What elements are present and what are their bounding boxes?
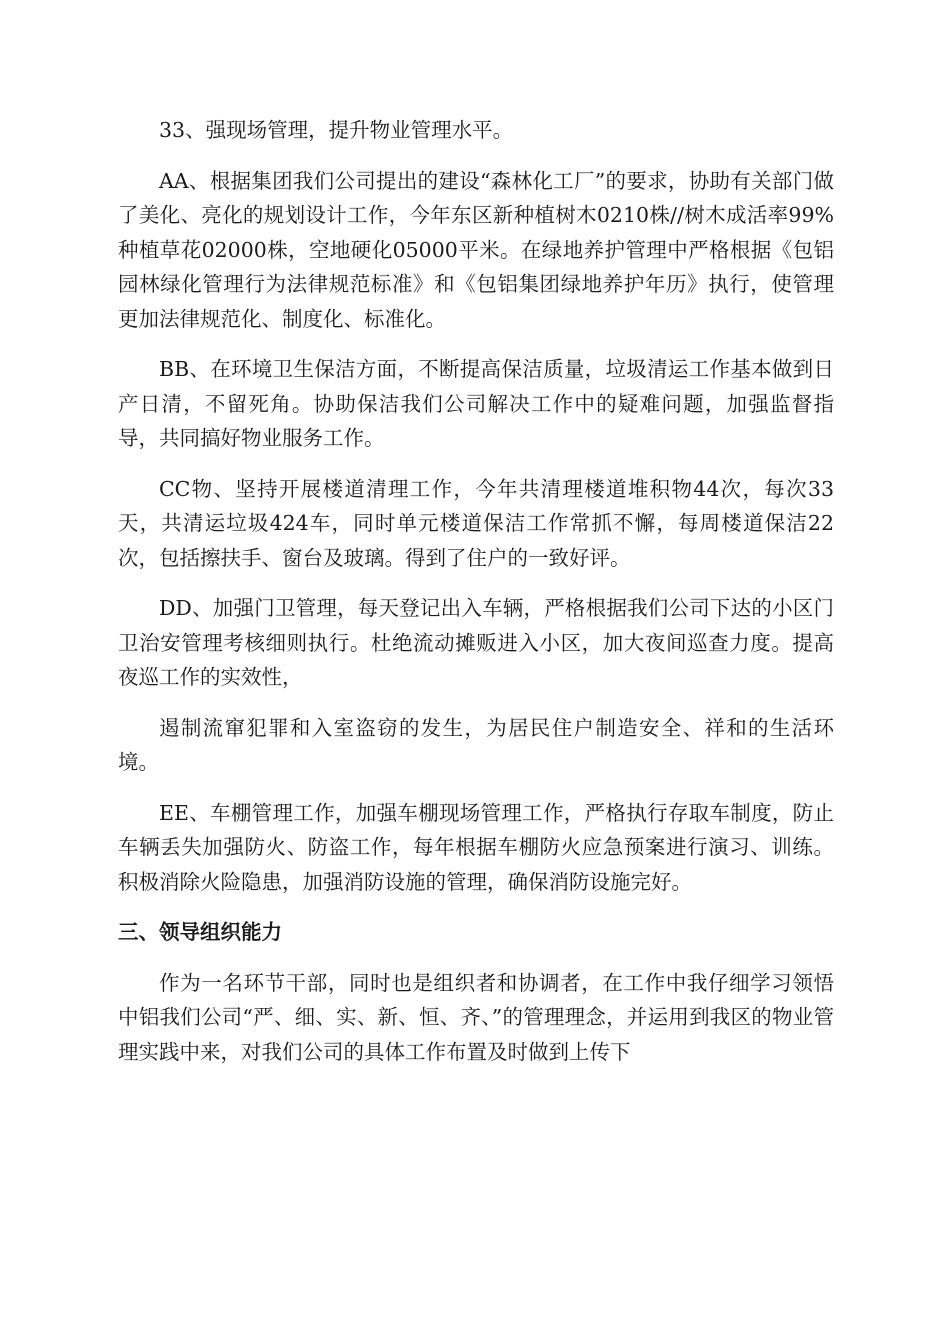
paragraph-crime-prevention: 遏制流窜犯罪和入室盗窃的发生，为居民住户制造安全、祥和的生活环境。: [118, 715, 834, 774]
paragraph-corridor-cleaning: CC物、坚持开展楼道清理工作，今年共清理楼道堆积物44次，每次33天，共清运垃圾424车，同时单元楼道保洁工作常抓不懈，每周楼道保洁22次，包括擦扶手、窗台及玻璃。得到了住户的一致好评。: [118, 476, 834, 570]
paragraph-site-management: 33、强现场管理，提升物业管理水平。: [159, 118, 514, 142]
document-body: [118, 113, 834, 1085]
paragraph-bike-shed: EE、车棚管理工作，加强车棚现场管理工作，严格执行存取车制度，防止车辆丢失加强防火、防盗工作，每年根据车棚防火应急预案进行演习、训练。积极消除火险隐患，加强消防设施的管理，确保消防设施完好。: [118, 800, 834, 894]
paragraph-sanitation: BB、在环境卫生保洁方面，不断提高保洁质量，垃圾清运工作基本做到日产日清，不留死角。协助保洁我们公司解决工作中的疑难问题，加强监督指导，共同搞好物业服务工作。: [118, 357, 834, 450]
paragraph-leadership: 作为一名环节干部，同时也是组织者和协调者，在工作中我仔细学习领悟中铝我们公司“严、细、实、新、恒、齐、”的管理理念，并运用到我区的物业管理实践中来，对我们公司的具体工作布置及时做到上传下: [118, 970, 834, 1064]
paragraph-greening: AA、根据集团我们公司提出的建设“森林化工厂”的要求，协助有关部门做了美化、亮化的规划设计工作，今年东区新种植树木0210株//树木成活率99%种植草花02000株，空地硬化05000平米。在绿地养护管理中严格根据《包铝园林绿化管理行为法律规范标准》和《包铝集团绿地养护年历》执行，使管理更加法律规范化、制度化、标准化。: [118, 168, 834, 331]
paragraph-gate-management: DD、加强门卫管理，每天登记出入车辆，严格根据我们公司下达的小区门卫治安管理考核细则执行。杜绝流动摊贩进入小区，加大夜间巡查力度。提高夜巡工作的实效性，: [118, 596, 834, 689]
section-heading: 三、领导组织能力: [118, 920, 282, 944]
